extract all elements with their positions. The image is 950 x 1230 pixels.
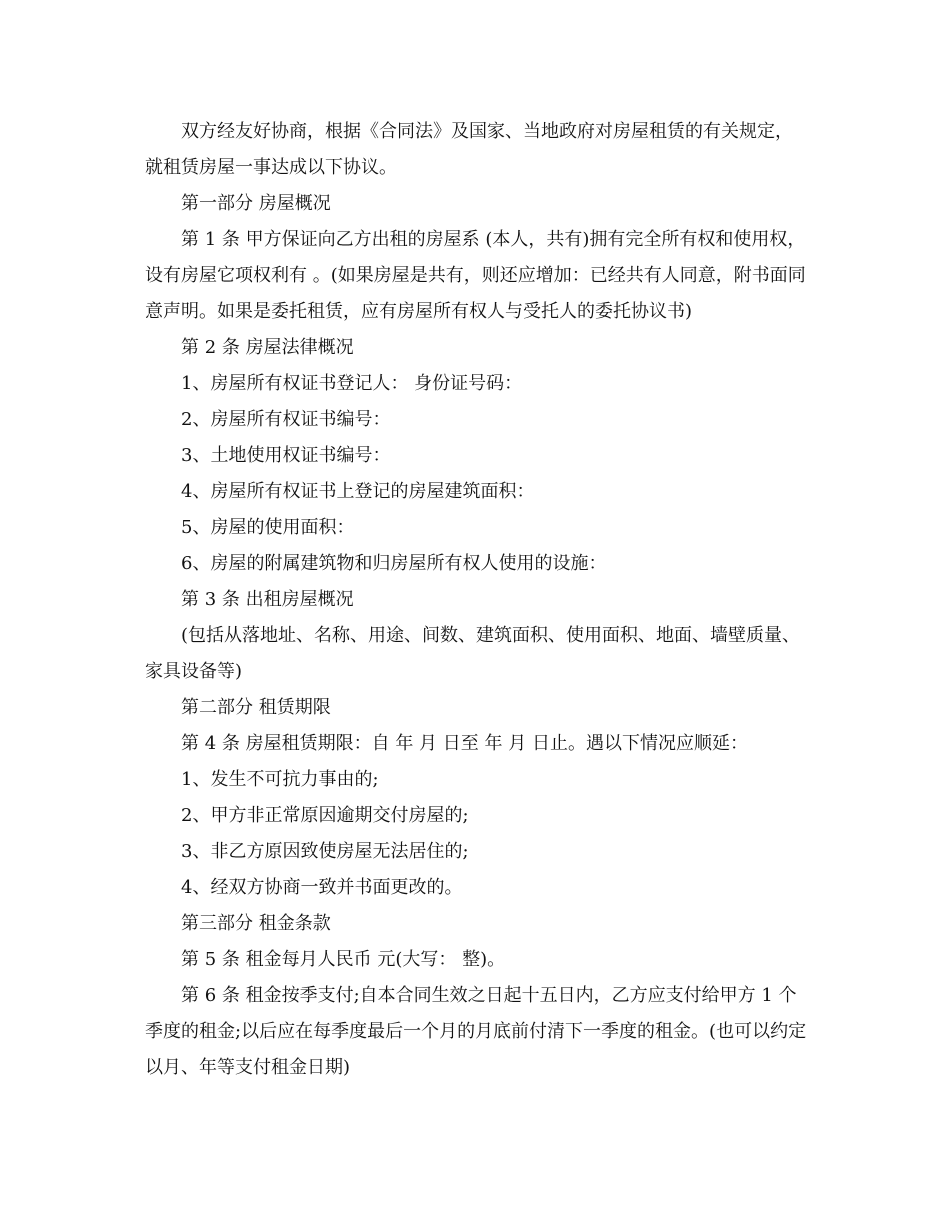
list-item: 3、土地使用权证书编号： xyxy=(181,445,391,466)
document-body xyxy=(145,114,810,1086)
list-item: 5、房屋的使用面积： xyxy=(181,517,355,538)
section-heading-part-2: 第二部分 租赁期限 xyxy=(181,697,331,718)
article-4: 第 4 条 房屋租赁期限：自 年 月 日至 年 月 日止。遇以下情况应顺延： xyxy=(181,733,748,754)
paragraph-intro: 双方经友好协商，根据《合同法》及国家、当地政府对房屋租赁的有关规定，就租赁房屋一事达成以下协议。 xyxy=(145,121,793,178)
article-3-heading: 第 3 条 出租房屋概况 xyxy=(181,589,354,610)
list-item: 1、房屋所有权证书登记人： 身份证号码： xyxy=(181,373,523,394)
article-2-heading: 第 2 条 房屋法律概况 xyxy=(181,337,354,358)
article-3-description: (包括从落地址、名称、用途、间数、建筑面积、使用面积、地面、墙壁质量、家具设备等) xyxy=(145,625,801,682)
list-item: 2、甲方非正常原因逾期交付房屋的; xyxy=(181,805,469,826)
list-item: 6、房屋的附属建筑物和归房屋所有权人使用的设施： xyxy=(181,553,607,574)
article-1: 第 1 条 甲方保证向乙方出租的房屋系 (本人，共有)拥有完全所有权和使用权，设有房屋它项权利有 。(如果房屋是共有，则还应增加：已经共有人同意，附书面同意声明。如果是委托租赁，应有房屋所有权人与受托人的委托协议书) xyxy=(145,229,806,322)
article-6: 第 6 条 租金按季支付;自本合同生效之日起十五日内，乙方应支付给甲方 1 个季度的租金;以后应在每季度最后一个月的月底前付清下一季度的租金。(也可以约定以月、年等支付租金日期) xyxy=(145,985,807,1078)
list-item: 4、房屋所有权证书上登记的房屋建筑面积： xyxy=(181,481,535,502)
list-item: 1、发生不可抗力事由的; xyxy=(181,769,379,790)
section-heading-part-3: 第三部分 租金条款 xyxy=(181,913,331,934)
list-item: 4、经双方协商一致并书面更改的。 xyxy=(181,877,463,898)
section-heading-part-1: 第一部分 房屋概况 xyxy=(181,193,331,214)
article-5: 第 5 条 租金每月人民币 元(大写： 整)。 xyxy=(181,949,506,970)
list-item: 2、房屋所有权证书编号： xyxy=(181,409,391,430)
list-item: 3、非乙方原因致使房屋无法居住的; xyxy=(181,841,469,862)
